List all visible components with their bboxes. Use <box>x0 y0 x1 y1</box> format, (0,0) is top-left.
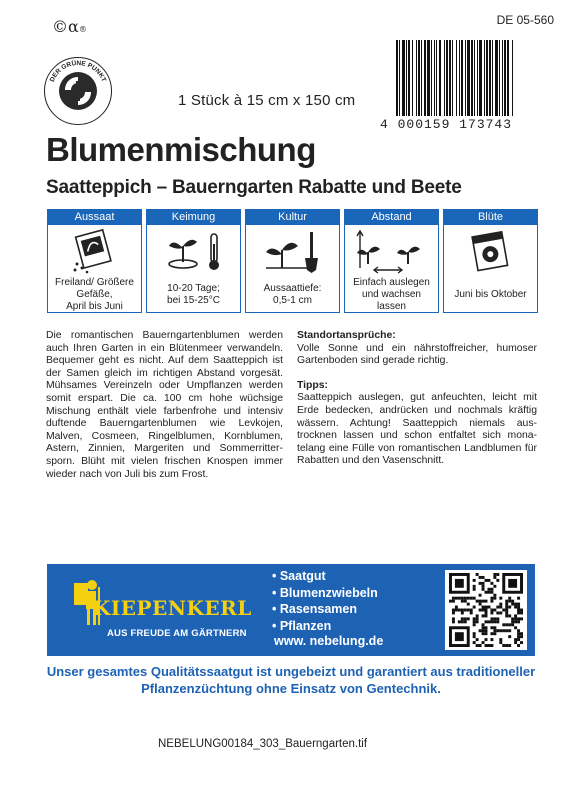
category-item: • Blumenzwiebeln <box>272 585 378 600</box>
care-info <box>297 330 537 468</box>
calendar-flower-icon <box>461 228 521 274</box>
description-text: Die romantischen Bauerngartenblumen werden auch Ihren Garten in ein Blütenmeer verwandeln. Bequemer geht es nicht. Auf dem Saatteppich ist der Samen gleich im richtigen Abstand vorgesät. Mühsames Vereinzeln oder Umpflanzen werden somit erspart. Die ca. 100 cm hohe wüchsige Mischung enthält viele farbenfrohe und intensiv duftende Bauerngartenblumen wie Levkojen, Malven, Cosmeen, Ringelblumen, Kornblumen, Astern, Zinnien, Margeriten und Sommerrittersporn. Blüht mit vielen frischen Knospen immer wieder nach von Juli bis zum Frost. <box>46 330 283 480</box>
box-text: Einfach auslegen und wachsen lassen <box>353 276 430 312</box>
qr-code-icon <box>448 573 524 647</box>
box-text: Aussaattiefe: 0,5-1 cm <box>263 282 322 306</box>
qr-code[interactable] <box>445 570 527 650</box>
barcode-number: 4 000159 173743 <box>380 117 513 132</box>
category-item: • Rasensamen <box>272 602 357 616</box>
product-category-list <box>272 568 378 634</box>
box-label: Aussaat <box>48 210 141 225</box>
standort-text: Volle Sonne und ein nährstoffreicher, humoser Gartenboden sind gerade richtig. <box>297 342 537 367</box>
box-label: Blüte <box>444 210 537 225</box>
website-link[interactable]: www. nebelung.de <box>274 634 384 648</box>
standort-heading: Standortansprüche: <box>297 330 396 341</box>
box-label: Keimung <box>147 210 240 225</box>
product-subtitle: Saatteppich – Bauerngarten Rabatte und Beete <box>46 177 462 198</box>
box-label: Abstand <box>345 210 438 225</box>
svg-text:DER GRÜNE PUNKT: DER GRÜNE PUNKT <box>48 59 108 84</box>
barcode <box>392 40 550 120</box>
file-name: NEBELUNG00184_303_Bauerngarten.tif <box>158 738 368 750</box>
box-text: Juni bis Oktober <box>454 288 527 300</box>
gruener-punkt-ring-text <box>44 57 112 125</box>
tipps-heading: Tipps: <box>297 379 328 391</box>
category-item: • Saatgut <box>272 569 326 583</box>
spacing-seedlings-icon <box>354 228 430 274</box>
seedling-spade-icon <box>258 228 328 274</box>
box-text: 10-20 Tage; bei 15-25°C <box>167 282 220 306</box>
box-bluete <box>443 209 538 313</box>
kiepenkerl-logo: KIEPENKERL <box>93 596 252 620</box>
category-item: • Pflanzen <box>272 618 332 633</box>
box-abstand <box>344 209 439 313</box>
box-label: Kultur <box>246 210 339 225</box>
document-code: DE 05-560 <box>496 13 554 27</box>
seed-packet-icon <box>65 228 125 274</box>
germination-thermometer-icon <box>159 228 229 274</box>
product-title: Blumenmischung <box>46 131 316 168</box>
box-kultur <box>245 209 340 313</box>
tipps-text: Saatteppich auslegen, gut anfeuchten, leicht mit Erde bedecken, andrücken und nochmals kräftig wässern. Achtung! Saatteppich niemals austrocknen lassen und schon entfaltet sich monatelang eine Fülle von romantischen Landblumen für Rabatten und den Vasenschnitt. <box>297 392 537 467</box>
box-aussaat <box>47 209 142 313</box>
box-text: Freiland/ Größere Gefäße, April bis Juni <box>55 276 134 312</box>
size-info: 1 Stück à 15 cm x 150 cm <box>178 92 356 109</box>
box-keimung <box>146 209 241 313</box>
guarantee-statement: Unser gesamtes Qualitätssaatgut ist ungebeizt und garantiert aus traditioneller Pflanzenzüchtung ohne Einsatz von Gentechnik. <box>46 664 536 696</box>
kiepenkerl-tagline: AUS FREUDE AM GÄRTNERN <box>107 628 247 639</box>
copyright-mark: ©α® <box>52 17 87 36</box>
